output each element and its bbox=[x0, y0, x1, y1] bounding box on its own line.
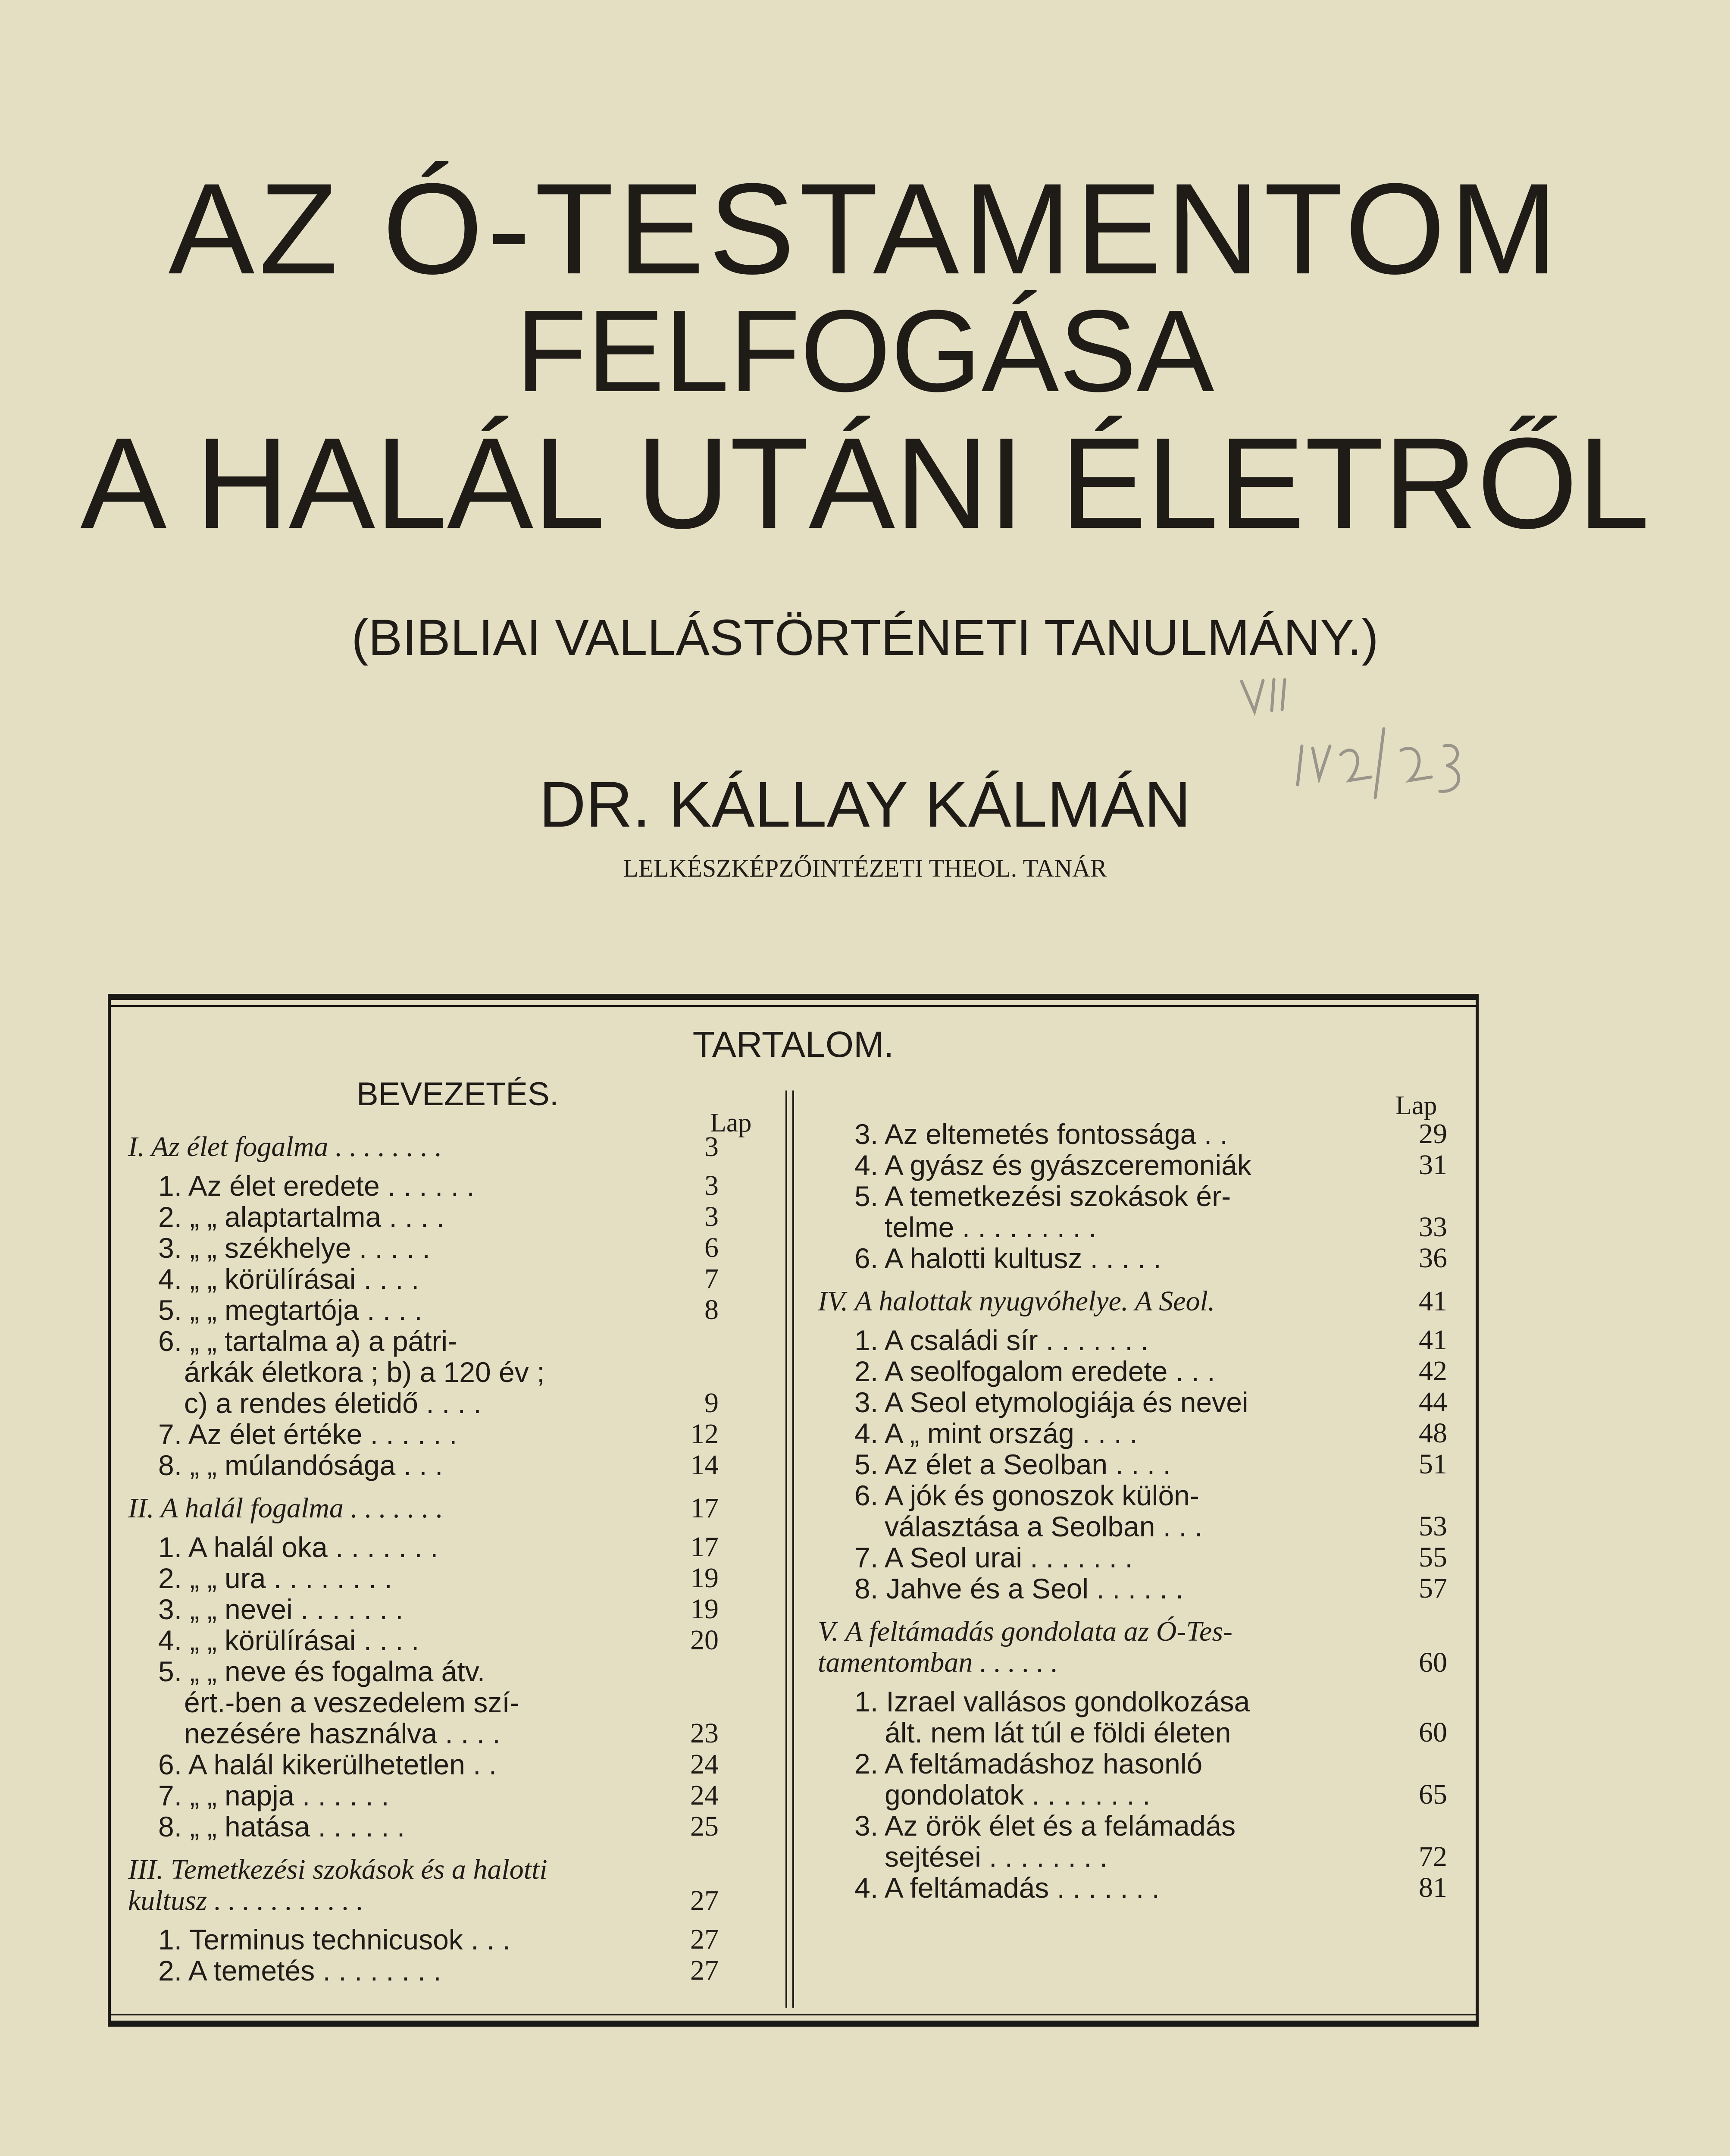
toc-page-number: 7 bbox=[704, 1263, 719, 1294]
title-line-3: A HALÁL UTÁNI ÉLETRŐL bbox=[80, 411, 1650, 555]
toc-entry-text: 8. Jahve és a Seol . . . . . . bbox=[854, 1573, 1184, 1604]
toc-item bbox=[818, 1449, 1473, 1480]
toc-item bbox=[128, 1232, 775, 1263]
toc-heading: TARTALOM. bbox=[692, 1024, 894, 1065]
toc-page-number: 60 bbox=[1419, 1717, 1447, 1748]
toc-page-number: 53 bbox=[1419, 1510, 1447, 1542]
toc-page-number: 41 bbox=[1419, 1324, 1447, 1356]
toc-item bbox=[818, 1325, 1473, 1356]
toc-entry-text: 4. „ „ körülírásai . . . . bbox=[158, 1624, 419, 1656]
toc-item bbox=[818, 1243, 1473, 1274]
toc-entry-text: 5. A temetkezési szokások ér- telme . . . . . . . . . bbox=[854, 1180, 1231, 1243]
toc-entry-text: 3. Az eltemetés fontossága . . bbox=[854, 1118, 1228, 1150]
toc-entry-text: 2. A feltámadáshoz hasonló gondolatok . . . . . . . . bbox=[854, 1748, 1203, 1811]
toc-item bbox=[128, 1656, 775, 1749]
toc-item bbox=[818, 1119, 1473, 1150]
toc-item bbox=[818, 1387, 1473, 1418]
intro-heading: BEVEZETÉS. bbox=[357, 1076, 559, 1112]
pencil-annotation bbox=[1237, 677, 1479, 815]
toc-entry-text: IV. A halottak nyugvóhelye. A Seol. bbox=[818, 1285, 1215, 1317]
author-role: LELKÉSZKÉPZŐINTÉZETI THEOL. TANÁR bbox=[623, 854, 1107, 882]
toc-item bbox=[128, 1201, 775, 1232]
toc-entry-text: 1. Az élet eredete . . . . . . bbox=[158, 1170, 475, 1202]
toc-page-number: 17 bbox=[690, 1492, 719, 1524]
toc-entry-text: 2. „ „ ura . . . . . . . . bbox=[158, 1562, 392, 1594]
toc-entry-text: 3. „ „ nevei . . . . . . . bbox=[158, 1593, 404, 1625]
toc-item bbox=[128, 1532, 775, 1563]
toc-item bbox=[128, 1594, 775, 1625]
toc-entry-text: 2. A temetés . . . . . . . . bbox=[158, 1955, 441, 1987]
page-column-label-left: Lap bbox=[710, 1108, 752, 1138]
toc-page-number: 57 bbox=[1419, 1573, 1447, 1604]
toc-page-number: 42 bbox=[1419, 1355, 1447, 1387]
toc-page-number: 20 bbox=[690, 1624, 719, 1656]
toc-item bbox=[818, 1748, 1473, 1810]
toc-entry-text: 4. A „ mint ország . . . . bbox=[854, 1417, 1138, 1449]
toc-item bbox=[128, 1263, 775, 1294]
toc-item bbox=[128, 1170, 775, 1201]
toc-page-number: 12 bbox=[690, 1418, 719, 1450]
toc-page-number: 27 bbox=[690, 1955, 719, 1986]
toc-page-number: 51 bbox=[1419, 1448, 1447, 1480]
toc-entry-text: 4. A gyász és gyászceremoniák bbox=[854, 1149, 1251, 1181]
toc-entry-text: 5. Az élet a Seolban . . . . bbox=[854, 1448, 1171, 1480]
toc-entry-text: V. A feltámadás gondolata az Ó-Tes- tamentomban . . . . . . bbox=[818, 1616, 1233, 1678]
toc-page-number: 24 bbox=[690, 1749, 719, 1780]
toc-entry-text: 3. A Seol etymologiája és nevei bbox=[854, 1386, 1248, 1418]
toc-item bbox=[128, 1326, 775, 1419]
toc-page-number: 72 bbox=[1419, 1841, 1447, 1872]
toc-page-number: 14 bbox=[690, 1449, 719, 1481]
toc-item bbox=[128, 1294, 775, 1326]
toc-page-number: 3 bbox=[704, 1170, 719, 1201]
toc-item bbox=[818, 1872, 1473, 1903]
toc-page-number: 8 bbox=[704, 1294, 719, 1326]
toc-item bbox=[818, 1810, 1473, 1872]
toc-item bbox=[128, 1563, 775, 1594]
toc-item bbox=[818, 1356, 1473, 1387]
toc-item bbox=[128, 1419, 775, 1450]
toc-entry-text: 6. „ „ tartalma a) a pátri- árkák életkora ; b) a 120 év ; c) a rendes életidő . . . . bbox=[158, 1325, 545, 1419]
toc-item bbox=[818, 1573, 1473, 1604]
toc-page-number: 29 bbox=[1419, 1118, 1447, 1150]
toc-entry-text: 3. „ „ székhelye . . . . . bbox=[158, 1232, 430, 1264]
toc-page-number: 3 bbox=[704, 1131, 719, 1163]
toc-entry-text: III. Temetkezési szokások és a halotti kultusz . . . . . . . . . . . bbox=[128, 1854, 547, 1916]
table-of-contents bbox=[108, 994, 1479, 2027]
toc-column-divider bbox=[785, 1091, 794, 2008]
toc-section bbox=[128, 1493, 775, 1524]
toc-page-number: 33 bbox=[1419, 1211, 1447, 1243]
toc-entry-text: 7. „ „ napja . . . . . . bbox=[158, 1780, 389, 1811]
toc-page-number: 24 bbox=[690, 1780, 719, 1811]
toc-entry-text: 6. A jók és gonoszok külön- választása a Seolban . . . bbox=[854, 1479, 1203, 1542]
toc-entry-text: 1. Terminus technicusok . . . bbox=[158, 1924, 510, 1955]
toc-page-number: 55 bbox=[1419, 1542, 1447, 1573]
toc-item bbox=[128, 1450, 775, 1481]
toc-page-number: 25 bbox=[690, 1811, 719, 1842]
toc-entry-text: 2. A seolfogalom eredete . . . bbox=[854, 1355, 1215, 1387]
toc-page-number: 27 bbox=[690, 1885, 719, 1916]
toc-entry-text: 5. „ „ megtartója . . . . bbox=[158, 1294, 422, 1326]
toc-item bbox=[818, 1686, 1473, 1748]
toc-page-number: 36 bbox=[1419, 1242, 1447, 1274]
toc-item bbox=[128, 1625, 775, 1656]
toc-entry-text: 7. A Seol urai . . . . . . . bbox=[854, 1542, 1133, 1573]
title-line-1: AZ Ó-TESTAMENTOM bbox=[168, 156, 1562, 301]
toc-page-number: 44 bbox=[1419, 1386, 1447, 1418]
title-line-2: FELFOGÁSA bbox=[516, 286, 1214, 416]
toc-page-number: 48 bbox=[1419, 1417, 1447, 1449]
toc-entry-text: II. A halál fogalma . . . . . . . bbox=[128, 1492, 443, 1524]
toc-item bbox=[128, 1780, 775, 1811]
toc-page-number: 41 bbox=[1419, 1285, 1447, 1317]
toc-bottom-rule bbox=[111, 2014, 1476, 2015]
toc-page-number: 60 bbox=[1419, 1647, 1447, 1678]
toc-page-number: 3 bbox=[704, 1201, 719, 1232]
toc-entry-text: I. Az élet fogalma . . . . . . . . bbox=[128, 1131, 442, 1163]
toc-left-column bbox=[128, 1131, 775, 1986]
author-name: DR. KÁLLAY KÁLMÁN bbox=[539, 768, 1191, 840]
toc-item bbox=[818, 1542, 1473, 1573]
toc-section bbox=[128, 1131, 775, 1163]
toc-entry-text: 1. Izrael vallásos gondolkozása ált. nem lát túl e földi életen bbox=[854, 1686, 1250, 1749]
toc-entry-text: 6. A halál kikerülhetetlen . . bbox=[158, 1749, 497, 1780]
toc-item bbox=[128, 1749, 775, 1780]
toc-page-number: 6 bbox=[704, 1232, 719, 1263]
toc-entry-text: 4. „ „ körülírásai . . . . bbox=[158, 1263, 419, 1295]
toc-page-number: 31 bbox=[1419, 1149, 1447, 1181]
toc-entry-text: 6. A halotti kultusz . . . . . bbox=[854, 1242, 1161, 1274]
toc-entry-text: 8. „ „ múlandósága . . . bbox=[158, 1449, 443, 1481]
toc-section bbox=[128, 1854, 775, 1916]
toc-right-column bbox=[818, 1119, 1473, 1903]
toc-item bbox=[818, 1181, 1473, 1243]
toc-entry-text: 1. A családi sír . . . . . . . bbox=[854, 1324, 1149, 1356]
toc-item bbox=[128, 1924, 775, 1955]
toc-item bbox=[818, 1150, 1473, 1181]
toc-entry-text: 8. „ „ hatása . . . . . . bbox=[158, 1811, 405, 1843]
toc-item bbox=[818, 1418, 1473, 1449]
toc-section bbox=[818, 1286, 1473, 1317]
toc-page-number: 9 bbox=[704, 1387, 719, 1419]
toc-entry-text: 3. Az örök élet és a felámadás sejtései . . . . . . . . bbox=[854, 1810, 1236, 1873]
toc-top-rule bbox=[111, 1005, 1476, 1007]
toc-entry-text: 4. A feltámadás . . . . . . . bbox=[854, 1872, 1160, 1904]
toc-entry-text: 1. A halál oka . . . . . . . bbox=[158, 1531, 438, 1563]
toc-section bbox=[818, 1616, 1473, 1678]
toc-entry-text: 2. „ „ alaptartalma . . . . bbox=[158, 1201, 444, 1233]
toc-page-number: 23 bbox=[690, 1717, 719, 1749]
page-column-label-right: Lap bbox=[1395, 1091, 1437, 1120]
toc-item bbox=[128, 1811, 775, 1842]
subtitle: (BIBLIAI VALLÁSTÖRTÉNETI TANULMÁNY.) bbox=[351, 609, 1379, 666]
toc-page-number: 19 bbox=[690, 1593, 719, 1625]
toc-page-number: 81 bbox=[1419, 1872, 1447, 1903]
toc-item bbox=[128, 1955, 775, 1986]
toc-page-number: 17 bbox=[690, 1531, 719, 1563]
toc-page-number: 65 bbox=[1419, 1779, 1447, 1810]
toc-entry-text: 5. „ „ neve és fogalma átv. ért.-ben a veszedelem szí- nezésére használva . . . . bbox=[158, 1655, 519, 1749]
toc-page-number: 19 bbox=[690, 1562, 719, 1594]
toc-entry-text: 7. Az élet értéke . . . . . . bbox=[158, 1418, 457, 1450]
toc-item bbox=[818, 1480, 1473, 1542]
toc-page-number: 27 bbox=[690, 1924, 719, 1955]
